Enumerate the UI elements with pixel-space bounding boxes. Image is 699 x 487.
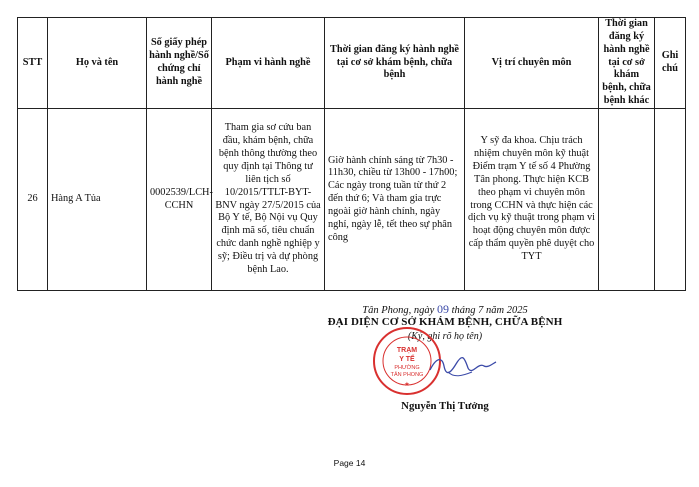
stamp-line-4: TÂN PHONG <box>390 372 424 378</box>
cell-scope: Tham gia sơ cứu ban đầu, khám bệnh, chữa bệnh thông thường theo quy định tại Thông tư liên tịch số 10/2015/TTLT-BYT-BNV ngày 27/5/2015 của Bộ Y tế, Bộ Nội vụ Quy định mã số, tiêu chuẩn chức danh nghề nghiệp y sỹ; Điều trị và dự phòng bệnh Lao. <box>212 109 325 291</box>
practitioner-table <box>17 17 686 291</box>
stamp-line-2: Y TẾ <box>399 356 415 363</box>
cell-position: Y sỹ đa khoa. Chịu trách nhiệm chuyên môn kỹ thuật Điểm trạm Y tế số 4 Phường Tân phong. Thực hiện KCB theo phạm vi chuyên môn trong CCHN và thực hiện các dịch vụ kỹ thuật trong phạm vi hoạt động chuyên môn được cấp thẩm quyền phê duyệt cho TYT <box>465 109 599 291</box>
stamp-line-1: TRẠM <box>396 347 418 354</box>
place-date-line <box>300 302 590 317</box>
place-suffix: tháng 7 năm 2025 <box>448 305 528 316</box>
representative-title: ĐẠI DIỆN CƠ SỞ KHÁM BỆNH, CHỮA BỆNH <box>327 316 563 328</box>
cell-note <box>655 109 686 291</box>
handwritten-signature <box>428 352 498 380</box>
cell-name: Hàng A Tủa <box>48 109 147 291</box>
header-license: Số giấy phép hành nghề/Số chứng chỉ hành nghề <box>147 18 212 109</box>
table-row <box>18 109 686 291</box>
sign-instruction: (Ký, ghi rõ họ tên) <box>407 331 483 342</box>
header-name: Họ và tên <box>48 18 147 109</box>
handwritten-day: 09 <box>436 302 449 316</box>
header-registered-time: Thời gian đăng ký hành nghề tại cơ sở khám bệnh, chữa bệnh <box>325 18 465 109</box>
header-other-time: Thời gian đăng ký hành nghề tại cơ sở khám bệnh, chữa bệnh khác <box>599 18 655 109</box>
cell-registered-time: Giờ hành chính sáng từ 7h30 - 11h30, chiều từ 13h00 - 17h00; Các ngày trong tuần từ thứ 2 đến thứ 6; Và tham gia trực ngoài giờ hành chính, ngày nghỉ, ngày lễ, tết theo sự phân công <box>325 109 465 291</box>
cell-stt: 26 <box>18 109 48 291</box>
header-scope: Phạm vi hành nghề <box>212 18 325 109</box>
header-stt: STT <box>18 18 48 109</box>
signature-stroke <box>430 358 496 373</box>
signature-underline <box>448 372 472 376</box>
header-note: Ghi chú <box>655 18 686 109</box>
stamp-star-icon: ★ <box>404 382 410 388</box>
table-header-row <box>18 18 686 109</box>
cell-license: 0002539/LCH-CCHN <box>147 109 212 291</box>
page-number: Page 14 <box>333 458 366 468</box>
signer-name: Nguyễn Thị Tưởng <box>401 400 489 412</box>
cell-other-time <box>599 109 655 291</box>
stamp-line-3: PHƯỜNG <box>394 365 420 371</box>
header-position: Vị trí chuyên môn <box>465 18 599 109</box>
place-prefix: Tân Phong, ngày <box>362 305 437 316</box>
